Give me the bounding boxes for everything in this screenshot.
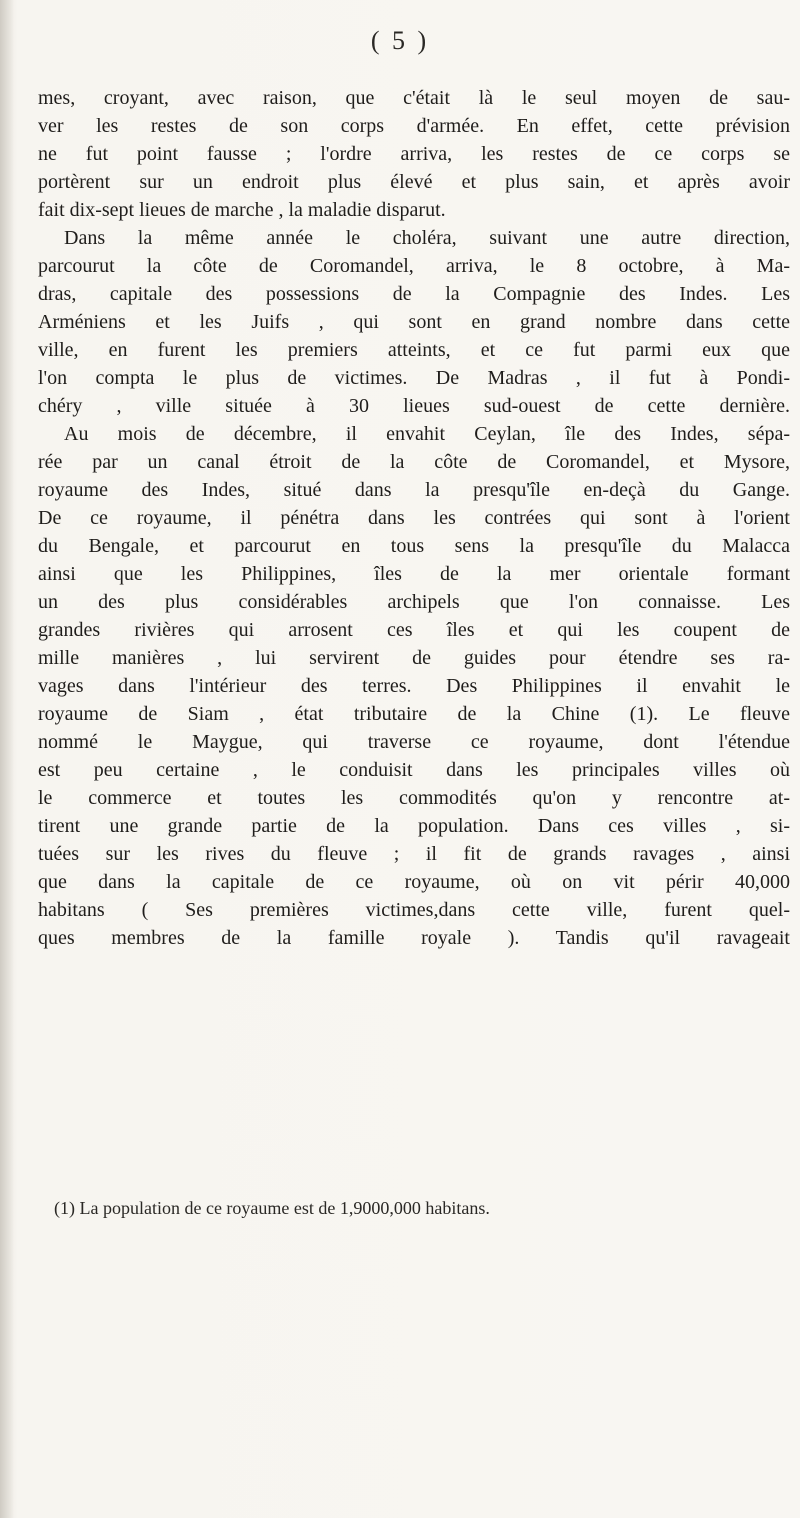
text-line: habitans ( Ses premières victimes,dans cette ville, furent quel- [38,899,790,921]
text-line: tirent une grande partie de la population. Dans ces villes , si- [38,815,790,837]
text-line: ville, en furent les premiers atteints, et ce fut parmi eux que [38,339,790,361]
text-line: royaume de Siam , état tributaire de la Chine (1). Le fleuve [38,703,790,725]
text-line: Au mois de décembre, il envahit Ceylan, île des Indes, sépa- [64,423,790,445]
text-line: fait dix-sept lieues de marche , la maladie disparut. [38,199,446,221]
paragraph-start-line: Dans la même année le choléra, suivant une autre direction, [64,227,790,249]
text-line: royaume des Indes, situé dans la presqu'île en-deçà du Gange. [38,479,790,501]
footnote: (1) La population de ce royaume est de 1,9000,000 habitans. [54,1198,490,1218]
text-line: du Bengale, et parcourut en tous sens la presqu'île du Malacca [38,535,790,557]
text-line: vages dans l'intérieur des terres. Des Philippines il envahit le [38,675,790,697]
text-line: un des plus considérables archipels que l'on connaisse. Les [38,591,790,613]
text-line: nommé le Maygue, qui traverse ce royaume, dont l'étendue [38,731,790,753]
text-line: grandes rivières qui arrosent ces îles et qui les coupent de [38,619,790,641]
text-line: ne fut point fausse ; l'ordre arriva, les restes de ce corps se [38,143,790,165]
text-line: De ce royaume, il pénétra dans les contrées qui sont à l'orient [38,507,790,529]
text-line: mes, croyant, avec raison, que c'était là le seul moyen de sau- [38,87,790,109]
text-line: le commerce et toutes les commodités qu'on y rencontre at- [38,787,790,809]
text-line: portèrent sur un endroit plus élevé et plus sain, et après avoir [38,171,790,193]
text-line: que dans la capitale de ce royaume, où on vit périr 40,000 [38,871,790,893]
text-line: mille manières , lui servirent de guides pour étendre ses ra- [38,647,790,669]
text-line: tuées sur les rives du fleuve ; il fit de grands ravages , ainsi [38,843,790,865]
text-line: ainsi que les Philippines, îles de la mer orientale formant [38,563,790,585]
text-line: est peu certaine , le conduisit dans les principales villes où [38,759,790,781]
text-line: parcourut la côte de Coromandel, arriva, le 8 octobre, à Ma- [38,255,790,277]
text-line: ver les restes de son corps d'armée. En effet, cette prévision [38,115,790,137]
text-line: chéry , ville située à 30 lieues sud-ouest de cette dernière. [38,395,790,417]
body-text [38,84,790,952]
text-line: rée par un canal étroit de la côte de Coromandel, et Mysore, [38,451,790,473]
text-line: Arméniens et les Juifs , qui sont en grand nombre dans cette [38,311,790,333]
binding-gutter-shadow [0,0,14,1518]
text-line: dras, capitale des possessions de la Compagnie des Indes. Les [38,283,790,305]
text-line: ques membres de la famille royale ). Tandis qu'il ravageait [38,927,790,949]
text-line: l'on compta le plus de victimes. De Madras , il fut à Pondi- [38,367,790,389]
page-number: ( 5 ) [370,26,430,55]
